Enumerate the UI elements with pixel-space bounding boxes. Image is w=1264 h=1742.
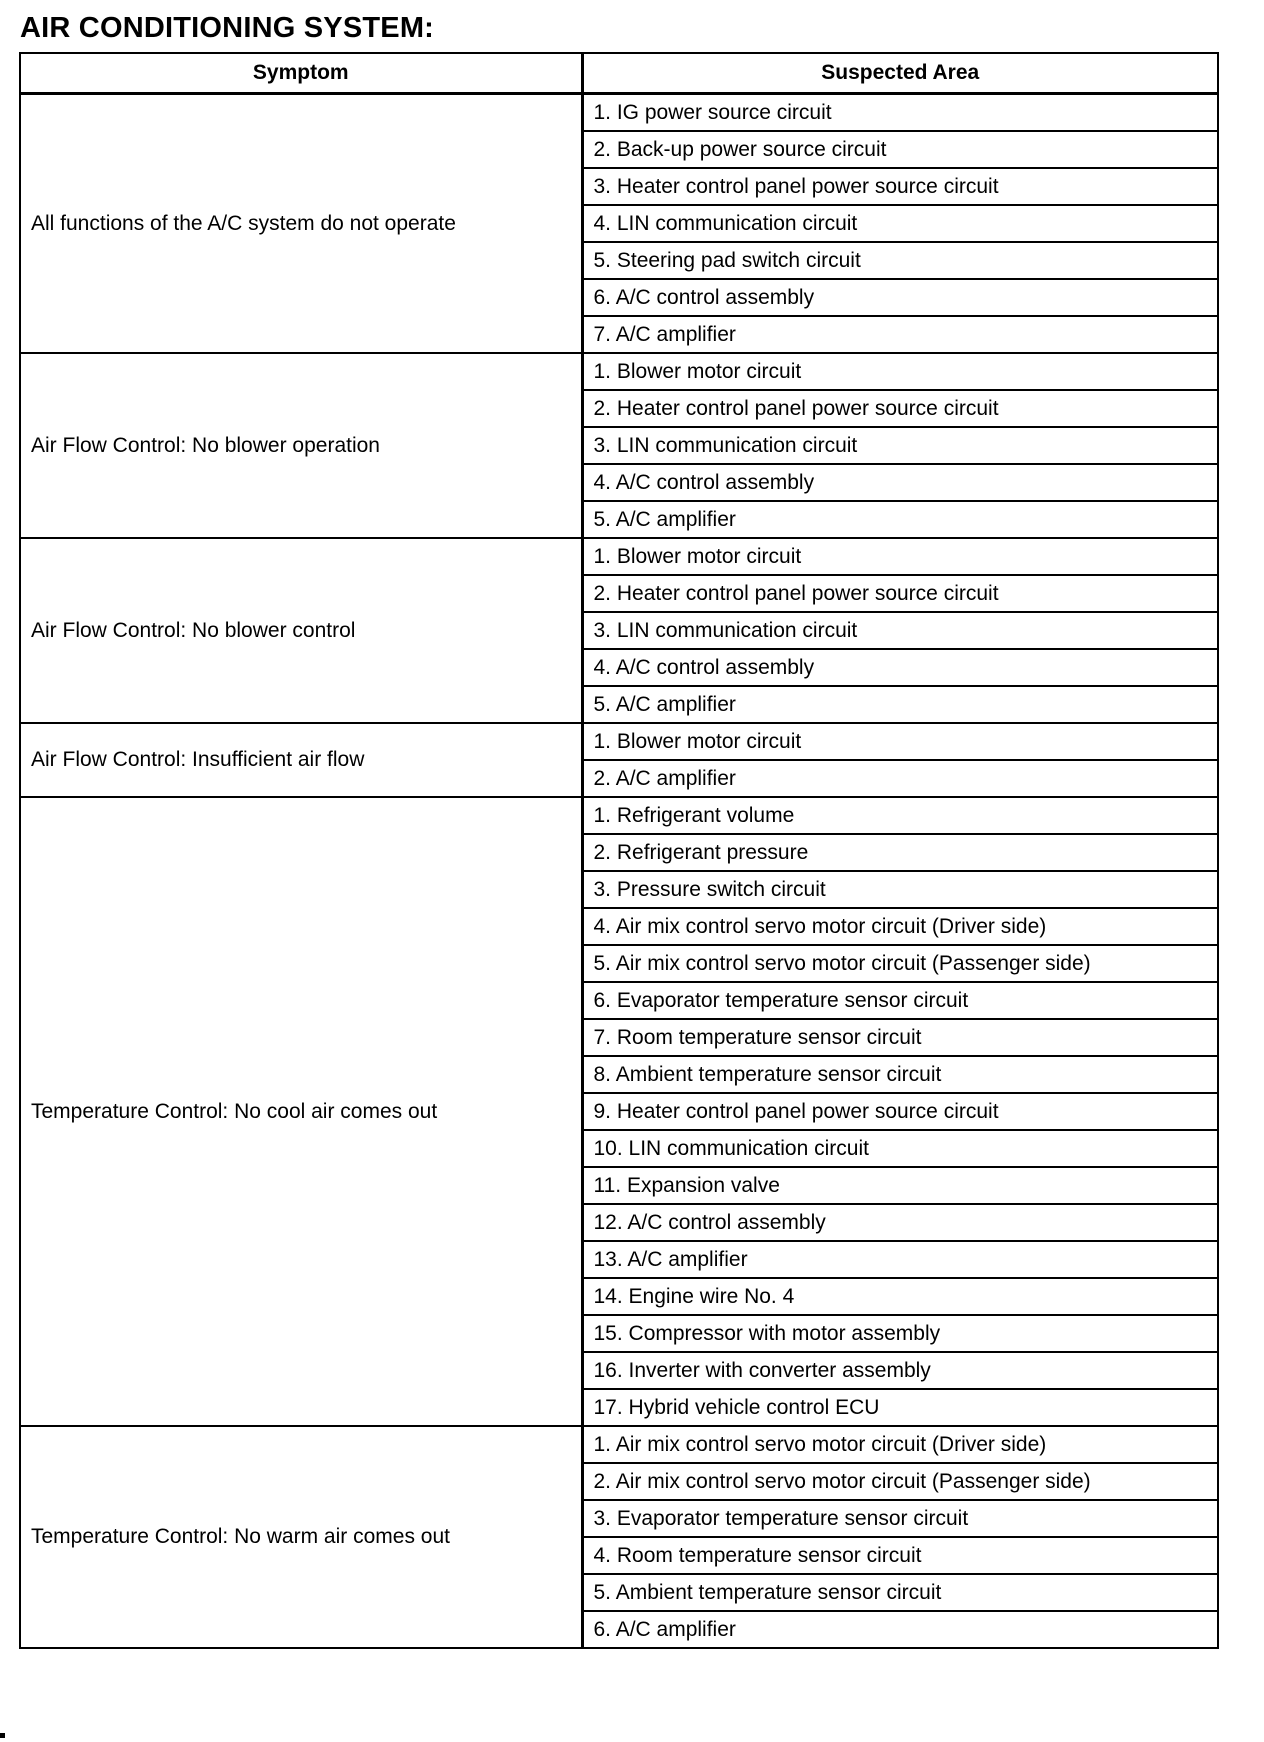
suspected-area-cell: 3. LIN communication circuit bbox=[582, 427, 1218, 464]
suspected-area-cell: 2. Air mix control servo motor circuit (Passenger side) bbox=[582, 1463, 1218, 1500]
suspected-area-column-header: Suspected Area bbox=[582, 53, 1218, 94]
symptom-cell: Air Flow Control: No blower control bbox=[20, 538, 582, 723]
suspected-area-cell: 4. Room temperature sensor circuit bbox=[582, 1537, 1218, 1574]
table-row bbox=[20, 353, 1218, 390]
suspected-area-cell: 4. Air mix control servo motor circuit (Driver side) bbox=[582, 908, 1218, 945]
table-row bbox=[20, 94, 1218, 132]
suspected-area-cell: 14. Engine wire No. 4 bbox=[582, 1278, 1218, 1315]
suspected-area-cell: 3. Pressure switch circuit bbox=[582, 871, 1218, 908]
suspected-area-cell: 5. A/C amplifier bbox=[582, 501, 1218, 538]
suspected-area-cell: 10. LIN communication circuit bbox=[582, 1130, 1218, 1167]
suspected-area-cell: 6. Evaporator temperature sensor circuit bbox=[582, 982, 1218, 1019]
suspected-area-cell: 15. Compressor with motor assembly bbox=[582, 1315, 1218, 1352]
suspected-area-cell: 4. A/C control assembly bbox=[582, 649, 1218, 686]
symptom-cell: All functions of the A/C system do not operate bbox=[20, 94, 582, 354]
suspected-area-cell: 2. Heater control panel power source circuit bbox=[582, 390, 1218, 427]
suspected-area-cell: 1. Blower motor circuit bbox=[582, 353, 1218, 390]
suspected-area-cell: 4. LIN communication circuit bbox=[582, 205, 1218, 242]
suspected-area-cell: 2. A/C amplifier bbox=[582, 760, 1218, 797]
table-body bbox=[20, 94, 1218, 1649]
table-row bbox=[20, 723, 1218, 760]
suspected-area-cell: 5. Air mix control servo motor circuit (Passenger side) bbox=[582, 945, 1218, 982]
symptom-cell: Temperature Control: No warm air comes out bbox=[20, 1426, 582, 1648]
suspected-area-cell: 2. Refrigerant pressure bbox=[582, 834, 1218, 871]
page-title: AIR CONDITIONING SYSTEM: bbox=[20, 12, 435, 44]
suspected-area-cell: 17. Hybrid vehicle control ECU bbox=[582, 1389, 1218, 1426]
suspected-area-cell: 3. Evaporator temperature sensor circuit bbox=[582, 1500, 1218, 1537]
suspected-area-cell: 13. A/C amplifier bbox=[582, 1241, 1218, 1278]
suspected-area-cell: 6. A/C control assembly bbox=[582, 279, 1218, 316]
suspected-area-cell: 8. Ambient temperature sensor circuit bbox=[582, 1056, 1218, 1093]
suspected-area-cell: 1. Blower motor circuit bbox=[582, 723, 1218, 760]
suspected-area-cell: 1. Blower motor circuit bbox=[582, 538, 1218, 575]
suspected-area-cell: 4. A/C control assembly bbox=[582, 464, 1218, 501]
suspected-area-cell: 2. Heater control panel power source circuit bbox=[582, 575, 1218, 612]
suspected-area-cell: 12. A/C control assembly bbox=[582, 1204, 1218, 1241]
table-header-row bbox=[20, 53, 1218, 94]
suspected-area-cell: 5. Steering pad switch circuit bbox=[582, 242, 1218, 279]
suspected-area-cell: 3. LIN communication circuit bbox=[582, 612, 1218, 649]
suspected-area-cell: 1. Refrigerant volume bbox=[582, 797, 1218, 834]
suspected-area-cell: 1. Air mix control servo motor circuit (Driver side) bbox=[582, 1426, 1218, 1463]
table-row bbox=[20, 1426, 1218, 1463]
suspected-area-cell: 1. IG power source circuit bbox=[582, 94, 1218, 132]
symptom-column-header: Symptom bbox=[20, 53, 582, 94]
suspected-area-cell: 11. Expansion valve bbox=[582, 1167, 1218, 1204]
suspected-area-cell: 7. Room temperature sensor circuit bbox=[582, 1019, 1218, 1056]
suspected-area-cell: 9. Heater control panel power source circuit bbox=[582, 1093, 1218, 1130]
suspected-area-cell: 6. A/C amplifier bbox=[582, 1611, 1218, 1648]
symptom-table bbox=[19, 52, 1219, 1649]
symptom-cell: Temperature Control: No cool air comes out bbox=[20, 797, 582, 1426]
symptom-cell: Air Flow Control: Insufficient air flow bbox=[20, 723, 582, 797]
suspected-area-cell: 16. Inverter with converter assembly bbox=[582, 1352, 1218, 1389]
suspected-area-cell: 5. A/C amplifier bbox=[582, 686, 1218, 723]
suspected-area-cell: 7. A/C amplifier bbox=[582, 316, 1218, 353]
suspected-area-cell: 5. Ambient temperature sensor circuit bbox=[582, 1574, 1218, 1611]
suspected-area-cell: 2. Back-up power source circuit bbox=[582, 131, 1218, 168]
symptom-cell: Air Flow Control: No blower operation bbox=[20, 353, 582, 538]
table-row bbox=[20, 797, 1218, 834]
table-row bbox=[20, 538, 1218, 575]
page-edge-mark bbox=[0, 1733, 5, 1738]
suspected-area-cell: 3. Heater control panel power source circuit bbox=[582, 168, 1218, 205]
